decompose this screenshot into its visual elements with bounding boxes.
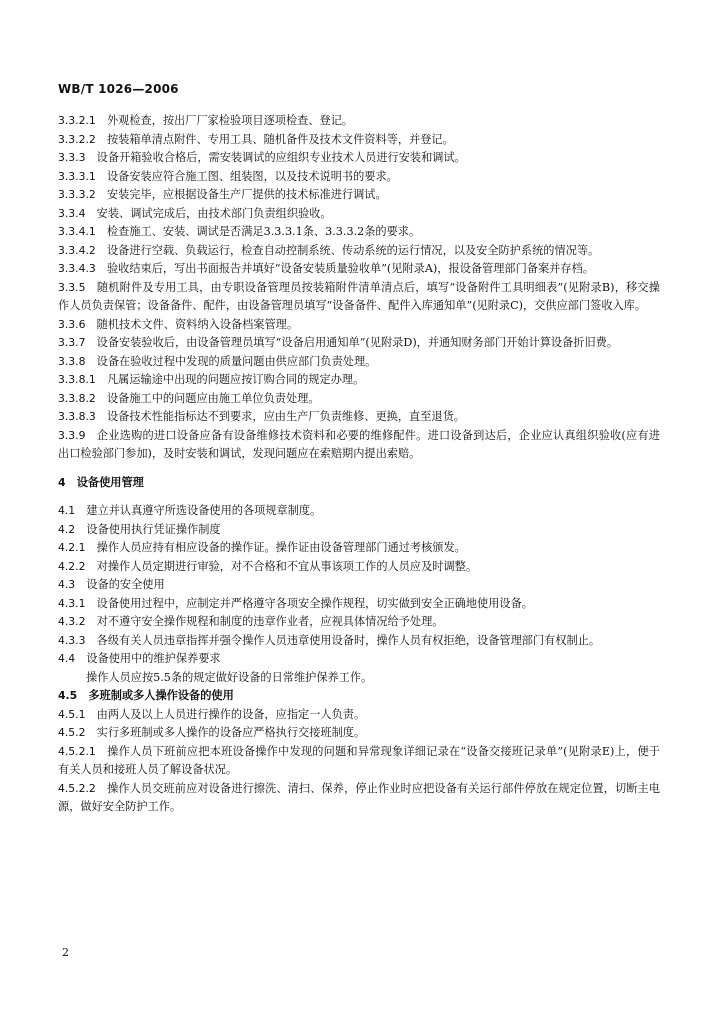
clause-number: 4.2.2	[58, 559, 86, 573]
clause-number: 3.3.4	[58, 206, 86, 220]
clause-paragraph	[58, 149, 660, 168]
clause-text: 对不遵守安全操作规程和制度的违章作业者，应视具体情况给予处理。	[96, 615, 444, 628]
clause-number: 4.5.1	[58, 707, 86, 721]
clause-text: 外观检查，按出厂厂家检验项目逐项检查、登记。	[106, 114, 354, 127]
clause-text: 设备使用执行凭证操作制度	[86, 522, 221, 536]
clause-number: 3.3.3.1	[58, 169, 96, 183]
clause-paragraph	[58, 632, 660, 651]
clause-paragraph	[58, 260, 660, 279]
clause-text: 随机技术文件、资料纳入设备档案管理。	[96, 317, 299, 331]
clause-paragraph	[58, 186, 660, 205]
clause-paragraph	[58, 558, 660, 577]
clause-paragraph	[58, 408, 660, 427]
section-gap	[58, 492, 660, 502]
clause-paragraph	[58, 780, 660, 817]
clause-text: 设备使用管理	[76, 475, 144, 489]
clause-number: 3.3.2.2	[58, 132, 96, 146]
clause-text: 安装完毕，应根据设备生产厂提供的技术标准进行调试。	[106, 188, 387, 201]
clause-paragraph	[58, 427, 660, 464]
clause-text: 企业选购的进口设备应备有设备维修技术资料和必要的维修配件。进口设备到达后，企业应认真组织验收(应有进出口检验部门参加)，及时安装和调试，发现问题应在索赔期内提出索赔。	[58, 428, 660, 460]
section-gap	[58, 464, 660, 474]
clause-number: 3.3.8	[58, 354, 86, 368]
clause-text: 随机附件及专用工具，由专职设备管理员按装箱附件清单清点后，填写“设备附件工具明细表”(见附录B)，移交操作人员负责保管；设备备件、配件，由设备管理员填写“设备备件、配件入库通知单”(见附录C)，交供应部门签收入库。	[58, 280, 660, 312]
clause-number: 3.3.2.1	[58, 114, 96, 127]
clause-number: 3.3.8.1	[58, 373, 96, 386]
clause-paragraph	[58, 112, 660, 131]
clause-number: 4.5	[58, 689, 78, 702]
clause-text: 操作人员交班前应对设备进行擦洗、清扫、保养，停止作业时应把设备有关运行部件停放在规定位置，切断主电源，做好安全防护工作。	[58, 781, 660, 813]
clause-paragraph	[58, 131, 660, 150]
clause-text: 设备进行空载、负载运行，检查自动控制系统、传动系统的运行情况，以及安全防护系统的情况等。	[106, 243, 600, 257]
clause-number: 4.5.2	[58, 726, 86, 739]
clause-paragraph	[58, 205, 660, 224]
clause-paragraph	[58, 168, 660, 187]
clause-text: 设备的安全使用	[86, 578, 165, 591]
clause-text: 设备安装应符合施工图、组装图，以及技术说明书的要求。	[106, 169, 398, 183]
clause-paragraph	[58, 576, 660, 595]
clause-paragraph	[58, 502, 660, 521]
page-number: 2	[62, 946, 69, 959]
clause-paragraph	[58, 650, 660, 669]
clause-number: 4.2.1	[58, 541, 86, 554]
clause-number: 3.3.4.3	[58, 262, 96, 275]
clause-paragraph	[58, 743, 660, 780]
document-body	[58, 112, 660, 817]
clause-text: 检查施工、安装、调试是否满足3.3.3.1条、3.3.3.2条的要求。	[106, 225, 421, 238]
clause-text: 操作人员应持有相应设备的操作证。操作证由设备管理部门通过考核颁发。	[96, 541, 466, 554]
clause-paragraph	[58, 316, 660, 335]
clause-text: 设备安装验收后，由设备管理员填写“设备启用通知单”(见附录D)，并通知财务部门开始计算设备折旧费。	[96, 336, 619, 349]
clause-text: 建立并认真遵守所选设备使用的各项规章制度。	[86, 504, 322, 517]
clause-text: 设备在验收过程中发现的质量问题由供应部门负责处理。	[96, 354, 377, 368]
clause-paragraph	[58, 521, 660, 540]
clause-number: 4.5.2.1	[58, 744, 96, 758]
clause-paragraph	[58, 595, 660, 614]
clause-text: 验收结束后，写出书面报告并填好“设备安装质量验收单”(见附录A)，报设备管理部门备案并存档。	[106, 262, 594, 275]
clause-paragraph	[58, 353, 660, 372]
section-heading	[58, 474, 660, 493]
clause-number: 4.3.1	[58, 596, 86, 610]
clause-number: 3.3.4.2	[58, 243, 96, 257]
clause-number: 3.3.4.1	[58, 225, 96, 238]
clause-paragraph	[58, 706, 660, 725]
clause-paragraph	[58, 279, 660, 316]
clause-text: 安装、调试完成后，由技术部门负责组织验收。	[96, 206, 332, 220]
clause-paragraph	[58, 724, 660, 743]
clause-number: 3.3.3.2	[58, 188, 96, 201]
clause-number: 3.3.8.2	[58, 391, 96, 405]
clause-text: 实行多班制或多人操作的设备应严格执行交接班制度。	[96, 726, 366, 739]
standard-code-header: WB/T 1026—2006	[58, 82, 179, 96]
clause-paragraph	[58, 334, 660, 353]
clause-text: 设备施工中的问题应由施工单位负责处理。	[106, 391, 320, 405]
clause-text: 多班制或多人操作设备的使用	[88, 689, 234, 702]
clause-number: 3.3.5	[58, 280, 86, 294]
clause-paragraph	[58, 371, 660, 390]
clause-text: 按装箱单清点附件、专用工具、随机备件及技术文件资料等，并登记。	[106, 132, 454, 146]
clause-number: 4.4	[58, 652, 76, 665]
clause-number: 4.3.2	[58, 615, 86, 628]
clause-paragraph	[58, 390, 660, 409]
clause-number: 4.3.3	[58, 633, 86, 647]
clause-number: 3.3.9	[58, 428, 86, 442]
clause-number: 4.5.2.2	[58, 781, 96, 795]
clause-text: 对操作人员定期进行审验，对不合格和不宜从事该项工作的人员应及时调整。	[96, 559, 478, 573]
clause-number: 4	[58, 475, 66, 489]
clause-paragraph	[58, 613, 660, 632]
clause-paragraph	[58, 669, 660, 688]
clause-number: 3.3.3	[58, 151, 86, 164]
clause-text: 操作人员下班前应把本班设备操作中发现的问题和异常现象详细记录在“设备交接班记录单”(见附录E)上，便于有关人员和接班人员了解设备状况。	[58, 744, 660, 776]
clause-text: 设备开箱验收合格后，需安装调试的应组织专业技术人员进行安装和调试。	[96, 151, 466, 164]
clause-text: 操作人员应按5.5条的规定做好设备的日常维护保养工作。	[86, 670, 373, 684]
clause-text: 设备使用过程中，应制定并严格遵守各项安全操作规程，切实做到安全正确地使用设备。	[96, 596, 533, 610]
clause-text: 凡属运输途中出现的问题应按订购合同的规定办理。	[106, 373, 365, 386]
clause-number: 4.3	[58, 578, 76, 591]
clause-text: 设备技术性能指标达不到要求，应由生产厂负责维修、更换，直至退货。	[106, 410, 465, 423]
clause-text: 各级有关人员违章指挥并强令操作人员违章使用设备时，操作人员有权拒绝，设备管理部门有权制止。	[96, 633, 601, 647]
clause-number: 3.3.8.3	[58, 410, 96, 423]
clause-paragraph	[58, 242, 660, 261]
clause-number: 4.2	[58, 522, 76, 536]
clause-paragraph	[58, 539, 660, 558]
clause-number: 3.3.6	[58, 317, 86, 331]
clause-text: 由两人及以上人员进行操作的设备，应指定一人负责。	[96, 707, 366, 721]
clause-paragraph	[58, 687, 660, 706]
clause-text: 设备使用中的维护保养要求	[86, 652, 221, 665]
clause-paragraph	[58, 223, 660, 242]
clause-number: 3.3.7	[58, 336, 86, 349]
clause-number: 4.1	[58, 504, 76, 517]
